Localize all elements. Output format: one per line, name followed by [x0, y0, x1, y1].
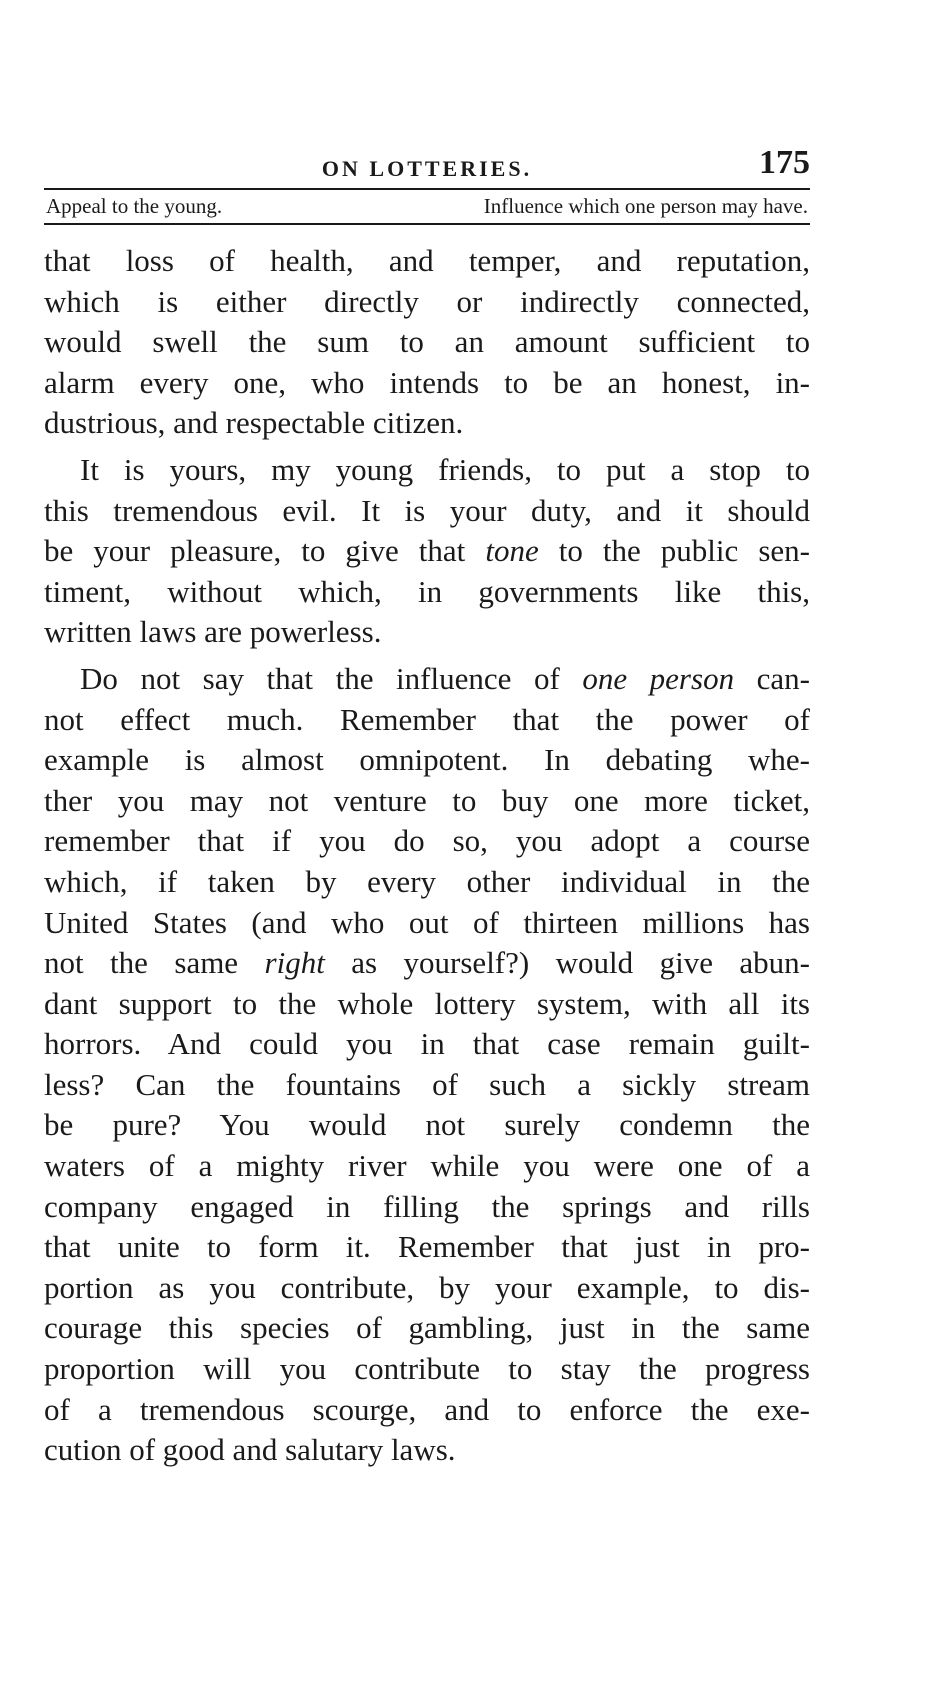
book-page: [44, 140, 810, 1471]
text-line: be pure? You would not surely condemn the: [44, 1107, 810, 1143]
text-line: timent, without which, in governments like this,: [44, 573, 810, 609]
text-line: [44, 659, 810, 700]
text-line: dant support to the whole lottery system, with all its: [44, 985, 810, 1021]
text-line: cution of good and salutary laws.: [44, 1432, 456, 1468]
paragraph-1: [44, 241, 810, 444]
text-run: can-: [734, 660, 810, 696]
text-line: [44, 531, 810, 572]
text-line: would swell the sum to an amount sufficient to: [44, 324, 810, 360]
running-title: ON LOTTERIES.: [321, 156, 533, 181]
body-text: [44, 241, 810, 1471]
running-head: [44, 140, 810, 188]
italic-word: right: [264, 945, 325, 981]
text-line: dustrious, and respectable citizen.: [44, 405, 464, 441]
text-line: [44, 943, 810, 984]
text-line: written laws are powerless.: [44, 614, 382, 650]
text-line: company engaged in filling the springs and rills: [44, 1188, 810, 1224]
paragraph-3: [44, 659, 810, 1471]
text-line: example is almost omnipotent. In debating whe-: [44, 742, 810, 778]
text-line: alarm every one, who intends to be an honest, in-: [44, 364, 810, 400]
text-line: which is either directly or indirectly connected,: [44, 283, 810, 319]
italic-word: tone: [485, 533, 539, 569]
text-line: portion as you contribute, by your example, to dis-: [44, 1269, 810, 1305]
side-notes: [44, 188, 810, 225]
text-line: waters of a mighty river while you were one of a: [44, 1148, 810, 1184]
text-line: that unite to form it. Remember that just in pro-: [44, 1229, 810, 1265]
text-line: proportion will you contribute to stay the progress: [44, 1351, 810, 1387]
text-line: of a tremendous scourge, and to enforce the exe-: [44, 1391, 810, 1427]
text-run: be your pleasure, to give that: [44, 533, 486, 569]
italic-phrase: one person: [582, 660, 735, 696]
side-note-right: Influence which one person may have.: [483, 194, 808, 218]
text-line: United States (and who out of thirteen millions has: [44, 904, 810, 940]
text-line: less? Can the fountains of such a sickly stream: [44, 1066, 810, 1102]
text-line: ther you may not venture to buy one more ticket,: [44, 782, 810, 818]
side-note-left: Appeal to the young.: [46, 194, 223, 218]
paragraph-2: [44, 450, 810, 653]
text-line: It is yours, my young friends, to put a stop to: [80, 451, 810, 487]
page-number: 175: [759, 144, 810, 181]
text-line: this tremendous evil. It is your duty, and it should: [44, 492, 810, 528]
text-line: that loss of health, and temper, and reputation,: [44, 243, 810, 278]
text-line: horrors. And could you in that case remain guilt-: [44, 1026, 810, 1062]
text-line: remember that if you do so, you adopt a course: [44, 823, 810, 859]
text-line: courage this species of gambling, just in the same: [44, 1310, 810, 1346]
text-run: to the public sen-: [538, 533, 810, 569]
text-run: as yourself?) would give abun-: [324, 945, 810, 981]
text-run: not the same: [44, 945, 265, 981]
text-line: not effect much. Remember that the power of: [44, 701, 810, 737]
text-run: Do not say that the influence of: [80, 660, 583, 696]
text-line: which, if taken by every other individual in the: [44, 863, 810, 899]
